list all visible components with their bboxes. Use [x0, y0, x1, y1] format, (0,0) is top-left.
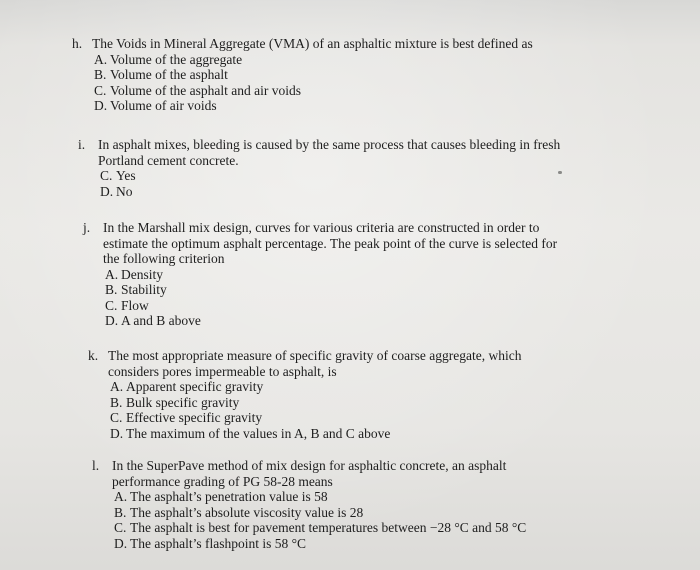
- option-letter: A.: [105, 266, 119, 282]
- option-letter: B.: [114, 504, 127, 520]
- stray-mark: [558, 171, 562, 174]
- option-text: Volume of the asphalt: [110, 67, 228, 82]
- option-letter: A.: [110, 379, 124, 394]
- question-text: The Voids in Mineral Aggregate (VMA) of an asphaltic mixture is best defined as: [92, 36, 533, 51]
- option-text: Yes: [116, 168, 136, 183]
- option-text: Effective specific gravity: [126, 410, 263, 425]
- question-text: The most appropriate measure of specific gravity of coarse aggregate, which considers pores impermeable to asphalt, is: [108, 348, 522, 379]
- option-text: The asphalt is best for pavement temperatures between −28 °C and 58 °C: [130, 520, 527, 535]
- option-text: Volume of air voids: [110, 98, 217, 113]
- option-d: [105, 313, 573, 329]
- option-c: [100, 168, 568, 184]
- question-stem: [78, 137, 568, 168]
- option-letter: B.: [94, 67, 107, 82]
- question-letter: l.: [92, 458, 100, 473]
- option-letter: C.: [114, 520, 127, 535]
- option-text: The asphalt’s absolute viscosity value is 28: [130, 504, 364, 520]
- option-c: [105, 298, 573, 314]
- question-stem: [88, 348, 548, 379]
- question-l: [92, 458, 562, 551]
- option-text: Density: [121, 266, 163, 282]
- option-b: [110, 395, 548, 411]
- option-text: Volume of the asphalt and air voids: [110, 82, 301, 98]
- option-letter: D.: [110, 425, 124, 441]
- option-d: [100, 184, 568, 200]
- option-a: [114, 489, 562, 505]
- option-letter: B.: [105, 282, 118, 297]
- question-text: In the SuperPave method of mix design for asphaltic concrete, an asphalt performance grading of PG 58-28 means: [112, 458, 507, 489]
- option-b: [105, 282, 573, 298]
- option-text: No: [116, 183, 133, 199]
- question-stem: [83, 220, 573, 267]
- option-b: [114, 505, 562, 521]
- question-i: [78, 137, 568, 199]
- option-c: [114, 520, 562, 536]
- option-text: A and B above: [121, 313, 201, 328]
- option-text: The maximum of the values in A, B and C above: [126, 425, 391, 441]
- option-text: Bulk specific gravity: [126, 394, 240, 410]
- question-letter: k.: [88, 348, 99, 363]
- option-text: The asphalt’s penetration value is 58: [130, 489, 328, 504]
- option-text: Apparent specific gravity: [126, 379, 264, 394]
- question-h: [72, 36, 592, 114]
- option-d: [110, 426, 548, 442]
- option-a: [105, 267, 573, 283]
- question-j: [83, 220, 573, 329]
- option-b: [94, 67, 592, 83]
- option-letter: D.: [94, 98, 108, 113]
- option-letter: A.: [94, 51, 108, 67]
- option-text: Volume of the aggregate: [110, 51, 243, 67]
- option-letter: B.: [110, 394, 123, 410]
- question-text: In asphalt mixes, bleeding is caused by the same process that causes bleeding in fresh Portland cement concrete.: [98, 137, 561, 168]
- question-letter: h.: [72, 36, 83, 51]
- option-letter: C.: [110, 410, 123, 425]
- question-text: In the Marshall mix design, curves for various criteria are constructed in order to estimate the optimum asphalt percentage. The peak point of the curve is selected for the following criterion: [103, 220, 558, 266]
- option-d: [114, 536, 562, 552]
- option-a: [94, 52, 592, 68]
- option-letter: A.: [114, 489, 128, 504]
- option-letter: C.: [105, 297, 118, 313]
- option-text: Flow: [121, 297, 149, 313]
- option-a: [110, 379, 548, 395]
- question-letter: j.: [83, 220, 91, 235]
- question-stem: [92, 458, 562, 489]
- option-c: [94, 83, 592, 99]
- option-letter: C.: [100, 168, 113, 183]
- question-letter: i.: [78, 137, 86, 152]
- option-text: Stability: [121, 282, 167, 297]
- question-k: [88, 348, 548, 441]
- option-letter: D.: [100, 183, 114, 199]
- option-text: The asphalt’s flashpoint is 58 °C: [130, 535, 307, 551]
- option-letter: D.: [105, 313, 119, 328]
- option-c: [110, 410, 548, 426]
- option-letter: D.: [114, 535, 128, 551]
- question-stem: [72, 36, 592, 52]
- option-letter: C.: [94, 82, 107, 98]
- option-d: [94, 98, 592, 114]
